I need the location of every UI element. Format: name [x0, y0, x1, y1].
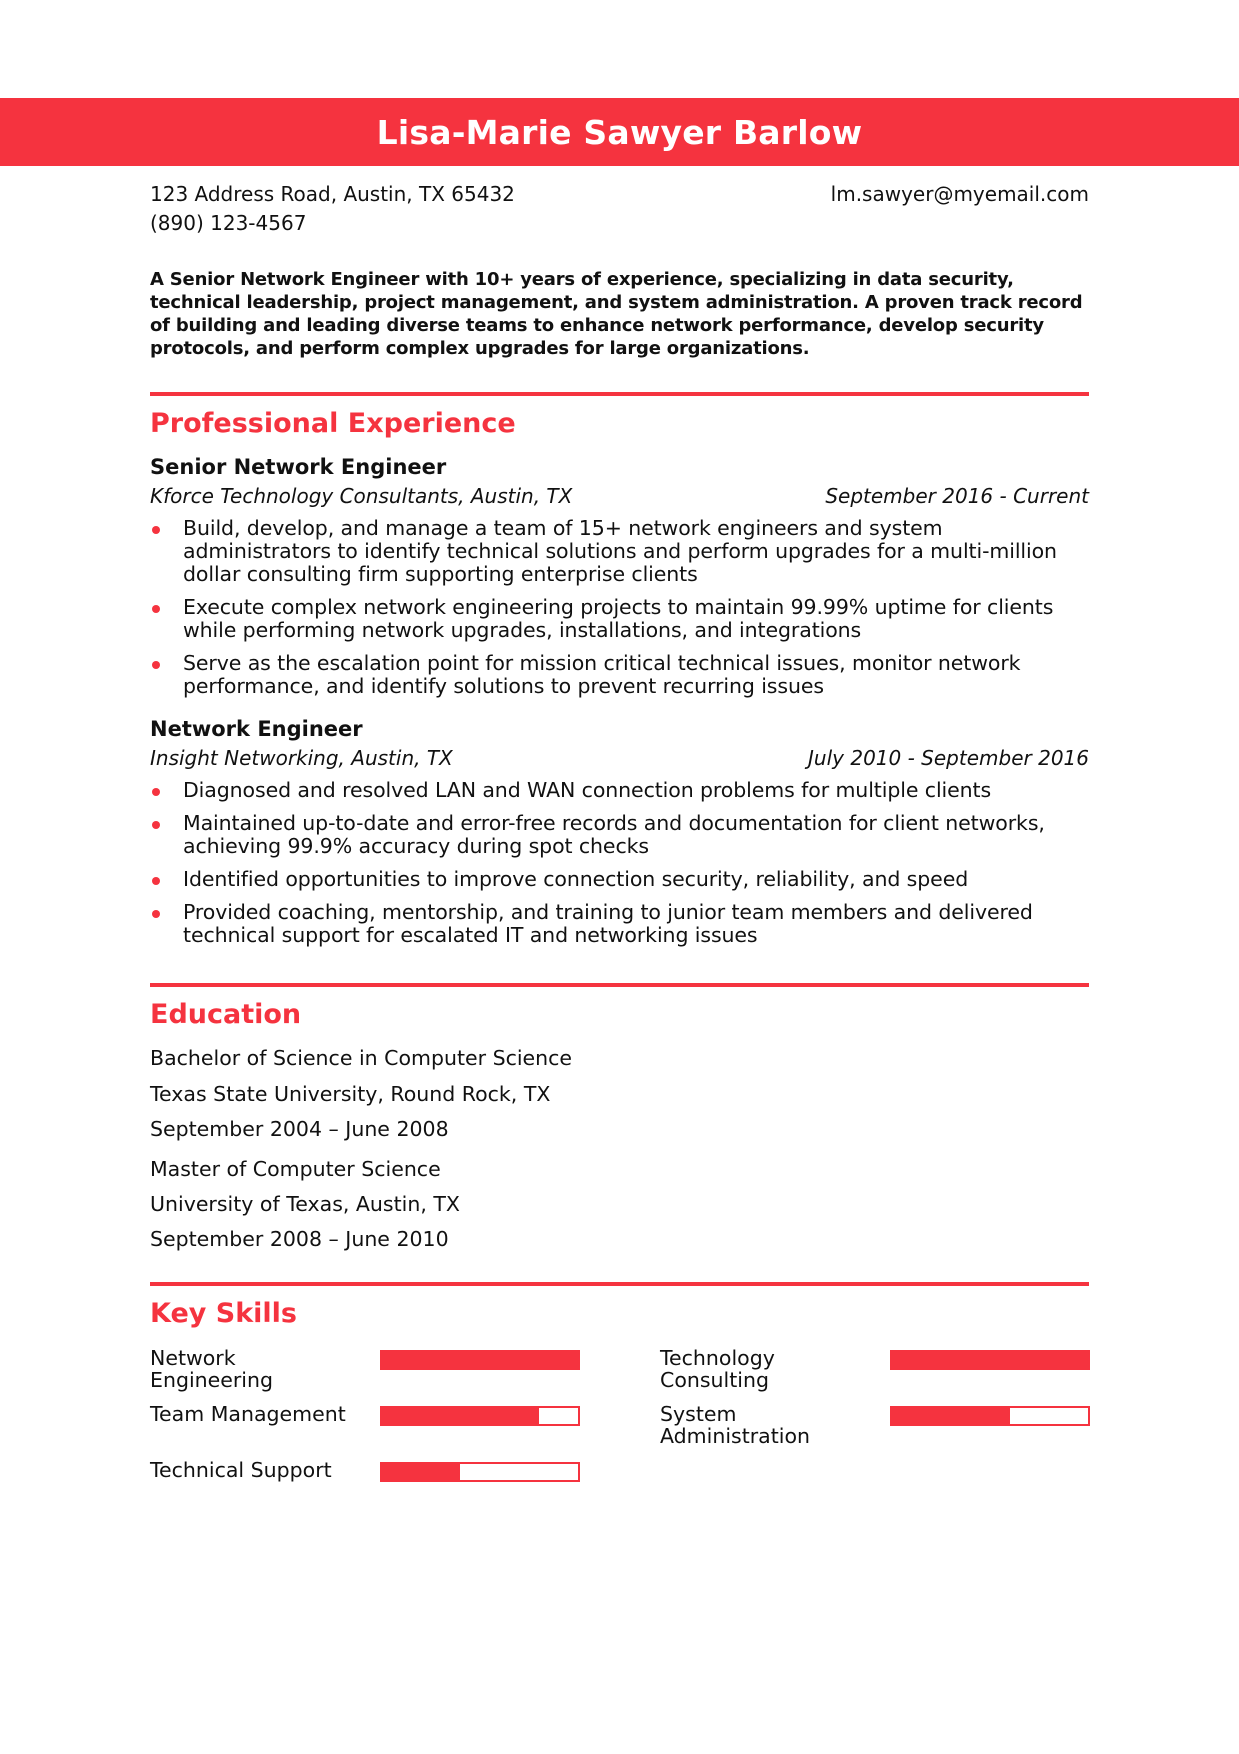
job-entry [150, 715, 1089, 957]
education-degree: Master of Computer Science [150, 1157, 441, 1181]
skill-level-fill [382, 1464, 460, 1480]
job-meta [150, 744, 1089, 773]
job-bullets [150, 779, 1089, 947]
job-title: Senior Network Engineer [150, 455, 447, 479]
job-dates: September 2016 - Current [825, 484, 1089, 508]
job-entry [150, 453, 1089, 708]
skill-level-fill [382, 1408, 539, 1424]
skill-level-fill [892, 1352, 1088, 1368]
bullet-icon [152, 605, 160, 613]
education-dates: September 2004 – June 2008 [150, 1117, 449, 1141]
skills-heading: Key Skills [150, 1298, 297, 1329]
skill-level-fill [892, 1408, 1010, 1424]
list-item: Identified opportunities to improve connection security, reliability, and speed [150, 868, 1089, 891]
job-bullets [150, 517, 1089, 698]
job-title: Network Engineer [150, 717, 363, 741]
skill-label: System Administration [660, 1402, 811, 1448]
skill-label: Technology Consulting [660, 1346, 775, 1392]
skill-label: Network Engineering [150, 1346, 273, 1392]
job-company: Kforce Technology Consultants, Austin, TX [150, 484, 573, 508]
list-item: Provided coaching, mentorship, and training to junior team members and delivered technical support for escalated IT and networking issues [150, 901, 1089, 947]
skill-level-fill [382, 1352, 578, 1368]
skill-bar [380, 1406, 580, 1426]
list-item: Execute complex network engineering projects to maintain 99.99% uptime for clients while performing network upgrades, installations, and integrations [150, 596, 1089, 642]
education-school: Texas State University, Round Rock, TX [150, 1082, 551, 1106]
professional-summary: A Senior Network Engineer with 10+ years of experience, specializing in data security, technical leadership, project management, and system administration. A proven track record of building and leading diverse teams to enhance network performance, develop security protocols, and perform complex upgrades for large organizations. [150, 269, 1083, 359]
bullet-icon [152, 661, 160, 669]
bullet-icon [152, 788, 160, 796]
section-divider [150, 1282, 1089, 1286]
bullet-icon [152, 821, 160, 829]
address: 123 Address Road, Austin, TX 65432 [150, 182, 515, 206]
job-company: Insight Networking, Austin, TX [150, 746, 453, 770]
contact-block [150, 180, 1089, 238]
experience-heading: Professional Experience [150, 408, 516, 439]
candidate-name: Lisa-Marie Sawyer Barlow [376, 112, 863, 152]
job-dates: July 2010 - September 2016 [808, 746, 1089, 770]
skill-bar [380, 1462, 580, 1482]
education-dates: September 2008 – June 2010 [150, 1227, 449, 1251]
list-item: Build, develop, and manage a team of 15+ network engineers and system administrators to identify technical solutions and perform upgrades for a multi-million dollar consulting firm supporting enterprise clients [150, 517, 1089, 586]
skill-bar [380, 1350, 580, 1370]
bullet-icon [152, 910, 160, 918]
bullet-icon [152, 526, 160, 534]
job-meta [150, 482, 1089, 511]
skill-bar [890, 1406, 1090, 1426]
phone: (890) 123-4567 [150, 211, 307, 235]
name-banner [0, 98, 1239, 166]
skill-bar [890, 1350, 1090, 1370]
email: lm.sawyer@myemail.com [830, 182, 1089, 206]
education-degree: Bachelor of Science in Computer Science [150, 1046, 573, 1070]
education-heading: Education [150, 999, 302, 1030]
list-item: Maintained up-to-date and error-free records and documentation for client networks, achieving 99.9% accuracy during spot checks [150, 812, 1089, 858]
section-divider [150, 983, 1089, 987]
bullet-icon [152, 877, 160, 885]
skill-label: Team Management [150, 1402, 346, 1426]
education-school: University of Texas, Austin, TX [150, 1192, 460, 1216]
section-divider [150, 392, 1089, 396]
skill-label: Technical Support [150, 1458, 332, 1482]
list-item: Diagnosed and resolved LAN and WAN connection problems for multiple clients [150, 779, 1089, 802]
list-item: Serve as the escalation point for mission critical technical issues, monitor network performance, and identify solutions to prevent recurring issues [150, 652, 1089, 698]
